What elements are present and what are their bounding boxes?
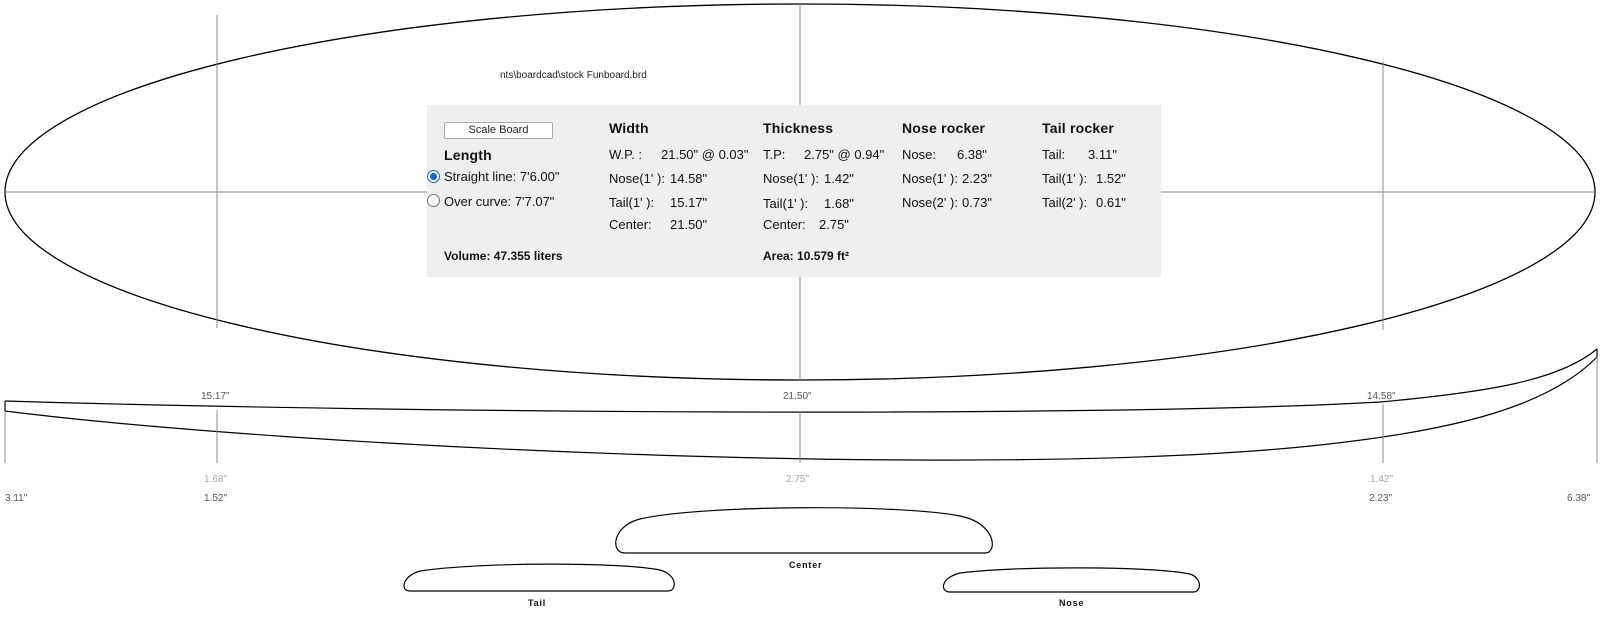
nose-rocker-2ft-label: Nose(2' ): (902, 195, 958, 210)
rocker-tail-end-dimension: 3.11" (5, 493, 28, 504)
width-wp-label: W.P. : (609, 147, 642, 162)
thickness-nose-dimension: 1.42" (1370, 474, 1394, 485)
width-nose-dimension: 14.58" (1367, 391, 1396, 402)
tail-rocker-tail-value: 3.11" (1088, 147, 1117, 162)
width-center-dimension: 21.50" (783, 391, 812, 402)
thickness-row-tail (763, 196, 854, 211)
nose-rocker-row-nose (902, 147, 987, 162)
thickness-tail-dimension: 1.68" (204, 474, 228, 485)
rocker-tail-1ft-dimension: 1.52" (204, 493, 228, 504)
nose-rocker-row-2ft (902, 195, 992, 210)
board-info-panel (427, 105, 1161, 277)
profile-bottom (5, 357, 1597, 460)
tail-rocker-row-2ft (1042, 195, 1126, 210)
width-nose-label: Nose(1' ): (609, 171, 665, 186)
tail-rocker-2ft-label: Tail(2' ): (1042, 195, 1088, 210)
length-header: Length (444, 147, 492, 163)
thickness-header: Thickness (763, 120, 834, 136)
thickness-tp-value: 2.75" @ 0.94" (804, 147, 885, 162)
nose-rocker-row-1ft (902, 171, 992, 186)
thickness-row-nose (763, 171, 854, 186)
width-row-tail (609, 195, 707, 210)
slice-center-shape (616, 508, 993, 553)
file-path-label: nts\boardcad\stock Funboard.brd (500, 70, 647, 81)
over-curve-label[interactable]: Over curve: 7'7.07" (444, 194, 555, 209)
thickness-nose-label: Nose(1' ): (763, 171, 819, 186)
width-tail-dimension: 15.17" (201, 391, 230, 402)
straight-line-label[interactable]: Straight line: 7'6.00" (444, 169, 560, 184)
width-wp-value: 21.50" @ 0.03" (661, 147, 749, 162)
tail-rocker-header: Tail rocker (1042, 120, 1114, 136)
slice-center-label: Center (789, 560, 823, 570)
width-center-value: 21.50" (670, 217, 708, 232)
thickness-tail-value: 1.68" (824, 196, 854, 211)
over-curve-radio[interactable] (427, 194, 440, 207)
slice-tail-shape (404, 564, 674, 591)
slice-nose-shape (943, 568, 1199, 592)
slice-tail-label: Tail (528, 598, 547, 608)
thickness-center-dimension: 2.75" (786, 474, 810, 485)
thickness-center-value: 2.75" (819, 217, 849, 232)
tail-rocker-row-tail (1042, 147, 1117, 162)
volume-label: Volume: 47.355 liters (444, 249, 563, 263)
thickness-row-tp (763, 147, 884, 162)
tail-rocker-1ft-value: 1.52" (1096, 171, 1126, 186)
scale-board-button[interactable]: Scale Board (444, 122, 553, 139)
width-nose-value: 14.58" (670, 171, 708, 186)
tail-rocker-tail-label: Tail: (1042, 147, 1066, 162)
thickness-tail-label: Tail(1' ): (763, 196, 809, 211)
straight-line-radio[interactable] (427, 170, 440, 183)
nose-rocker-1ft-value: 2.23" (962, 171, 992, 186)
tail-rocker-2ft-value: 0.61" (1096, 195, 1126, 210)
width-header: Width (609, 120, 649, 136)
width-center-label: Center: (609, 217, 652, 232)
rocker-nose-end-dimension: 6.38" (1567, 493, 1591, 504)
nose-rocker-nose-label: Nose: (902, 147, 936, 162)
nose-rocker-1ft-label: Nose(1' ): (902, 171, 958, 186)
width-row-wp (609, 147, 748, 162)
thickness-tp-label: T.P: (763, 147, 786, 162)
tail-rocker-1ft-label: Tail(1' ): (1042, 171, 1088, 186)
width-tail-label: Tail(1' ): (609, 195, 655, 210)
width-row-nose (609, 171, 707, 186)
thickness-nose-value: 1.42" (824, 171, 854, 186)
width-tail-value: 15.17" (670, 195, 708, 210)
slice-nose-label: Nose (1059, 598, 1085, 608)
width-row-center (609, 217, 707, 232)
nose-rocker-header: Nose rocker (902, 120, 986, 136)
nose-rocker-2ft-value: 0.73" (962, 195, 992, 210)
nose-rocker-nose-value: 6.38" (957, 147, 987, 162)
rocker-nose-1ft-dimension: 2.23" (1369, 493, 1393, 504)
tail-rocker-row-1ft (1042, 171, 1126, 186)
thickness-row-center (763, 217, 849, 232)
thickness-center-label: Center: (763, 217, 806, 232)
area-label: Area: 10.579 ft² (763, 249, 850, 263)
